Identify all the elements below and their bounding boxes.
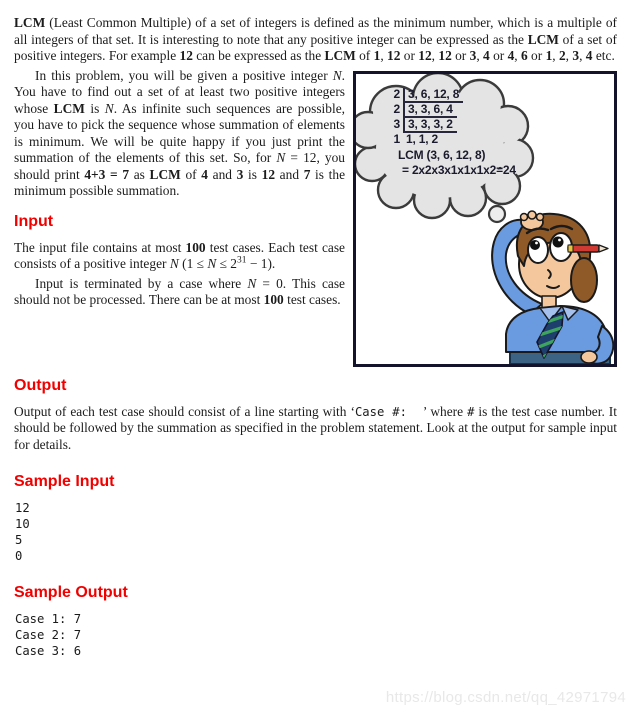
pencil bbox=[568, 245, 608, 252]
sample-input-line: 0 bbox=[15, 549, 23, 563]
watermark: https://blog.csdn.net/qq_42971794 bbox=[385, 689, 626, 706]
sample-output-line: Case 1: 7 bbox=[15, 612, 82, 626]
hip-hand bbox=[581, 351, 597, 363]
division-row bbox=[386, 133, 516, 146]
sample-output-line: Case 2: 7 bbox=[15, 628, 82, 642]
sample-input-line: 10 bbox=[15, 517, 30, 531]
division-table bbox=[386, 88, 516, 146]
sample-output-block bbox=[15, 611, 617, 659]
division-divisor: 2 bbox=[386, 103, 405, 118]
sample-input-block bbox=[15, 500, 617, 564]
division-divisor: 2 bbox=[386, 88, 405, 103]
sample-output-heading: Sample Output bbox=[14, 584, 128, 601]
lcm-formula-label: LCM (3, 6, 12, 8) bbox=[398, 147, 486, 162]
division-divisor: 1 bbox=[393, 131, 400, 146]
division-values: 3, 6, 12, 8 bbox=[405, 88, 463, 103]
thought-bubble-content bbox=[386, 88, 516, 177]
output-paragraph: Output of each test case should consist of a line starting with ‘Case #: ’ where # is the test case number. It should be followed by the summation as specified in the problem statement. Look at the output for sample input for details. bbox=[14, 403, 617, 452]
division-values: 3, 3, 6, 4 bbox=[405, 103, 457, 118]
input-paragraph-2: Input is terminated by a case where N = 0. This case should not be processed. There can be at most 100 test cases. bbox=[14, 275, 345, 307]
problem-paragraph: In this problem, you will be given a positive integer N. You have to find out a set of at least two positive integers whose LCM is N. As infinite such sequences are possible, you have to pick the sequence whose summation of elements is minimum. We will be quite happy if you just print the summation of the elements of this set. So, for N = 12, you should print 4+3 = 7 as LCM of 4 and 3 is 12 and 7 is the minimum possible summation. bbox=[14, 67, 346, 198]
intro-paragraph: LCM (Least Common Multiple) of a set of integers is defined as the minimum number, which is a multiple of all integers of that set. It is interesting to note that any positive integer can be expressed as the LCM of a set of positive integers. For example 12 can be expressed as the LCM of 1, 12 or 12, 12 or 3, 4 or 4, 6 or 1, 2, 3, 4 etc. bbox=[14, 15, 617, 63]
division-values: 3, 3, 3, 2 bbox=[405, 118, 457, 133]
sample-input-line: 12 bbox=[15, 501, 30, 515]
illustration-figure bbox=[353, 71, 617, 367]
lcm-formula-result: = 2x2x3x1x1x1x2=24 bbox=[402, 162, 516, 177]
sample-input-heading: Sample Input bbox=[14, 473, 115, 490]
division-values: 1, 1, 2 bbox=[406, 131, 438, 146]
sample-output-line: Case 3: 6 bbox=[15, 644, 82, 658]
input-heading: Input bbox=[14, 212, 54, 230]
output-heading: Output bbox=[14, 376, 67, 394]
division-divisor: 3 bbox=[386, 118, 405, 133]
cartoon-character bbox=[492, 211, 613, 364]
sample-input-line: 5 bbox=[15, 533, 23, 547]
division-row bbox=[386, 118, 516, 133]
division-row bbox=[386, 103, 516, 118]
division-row bbox=[386, 88, 516, 103]
hair-side bbox=[571, 258, 597, 302]
input-paragraph-1: The input file contains at most 100 test cases. Each test case consists of a positive integer N $(1 \le N \le 2^{31} - 1)$. bbox=[14, 239, 345, 271]
